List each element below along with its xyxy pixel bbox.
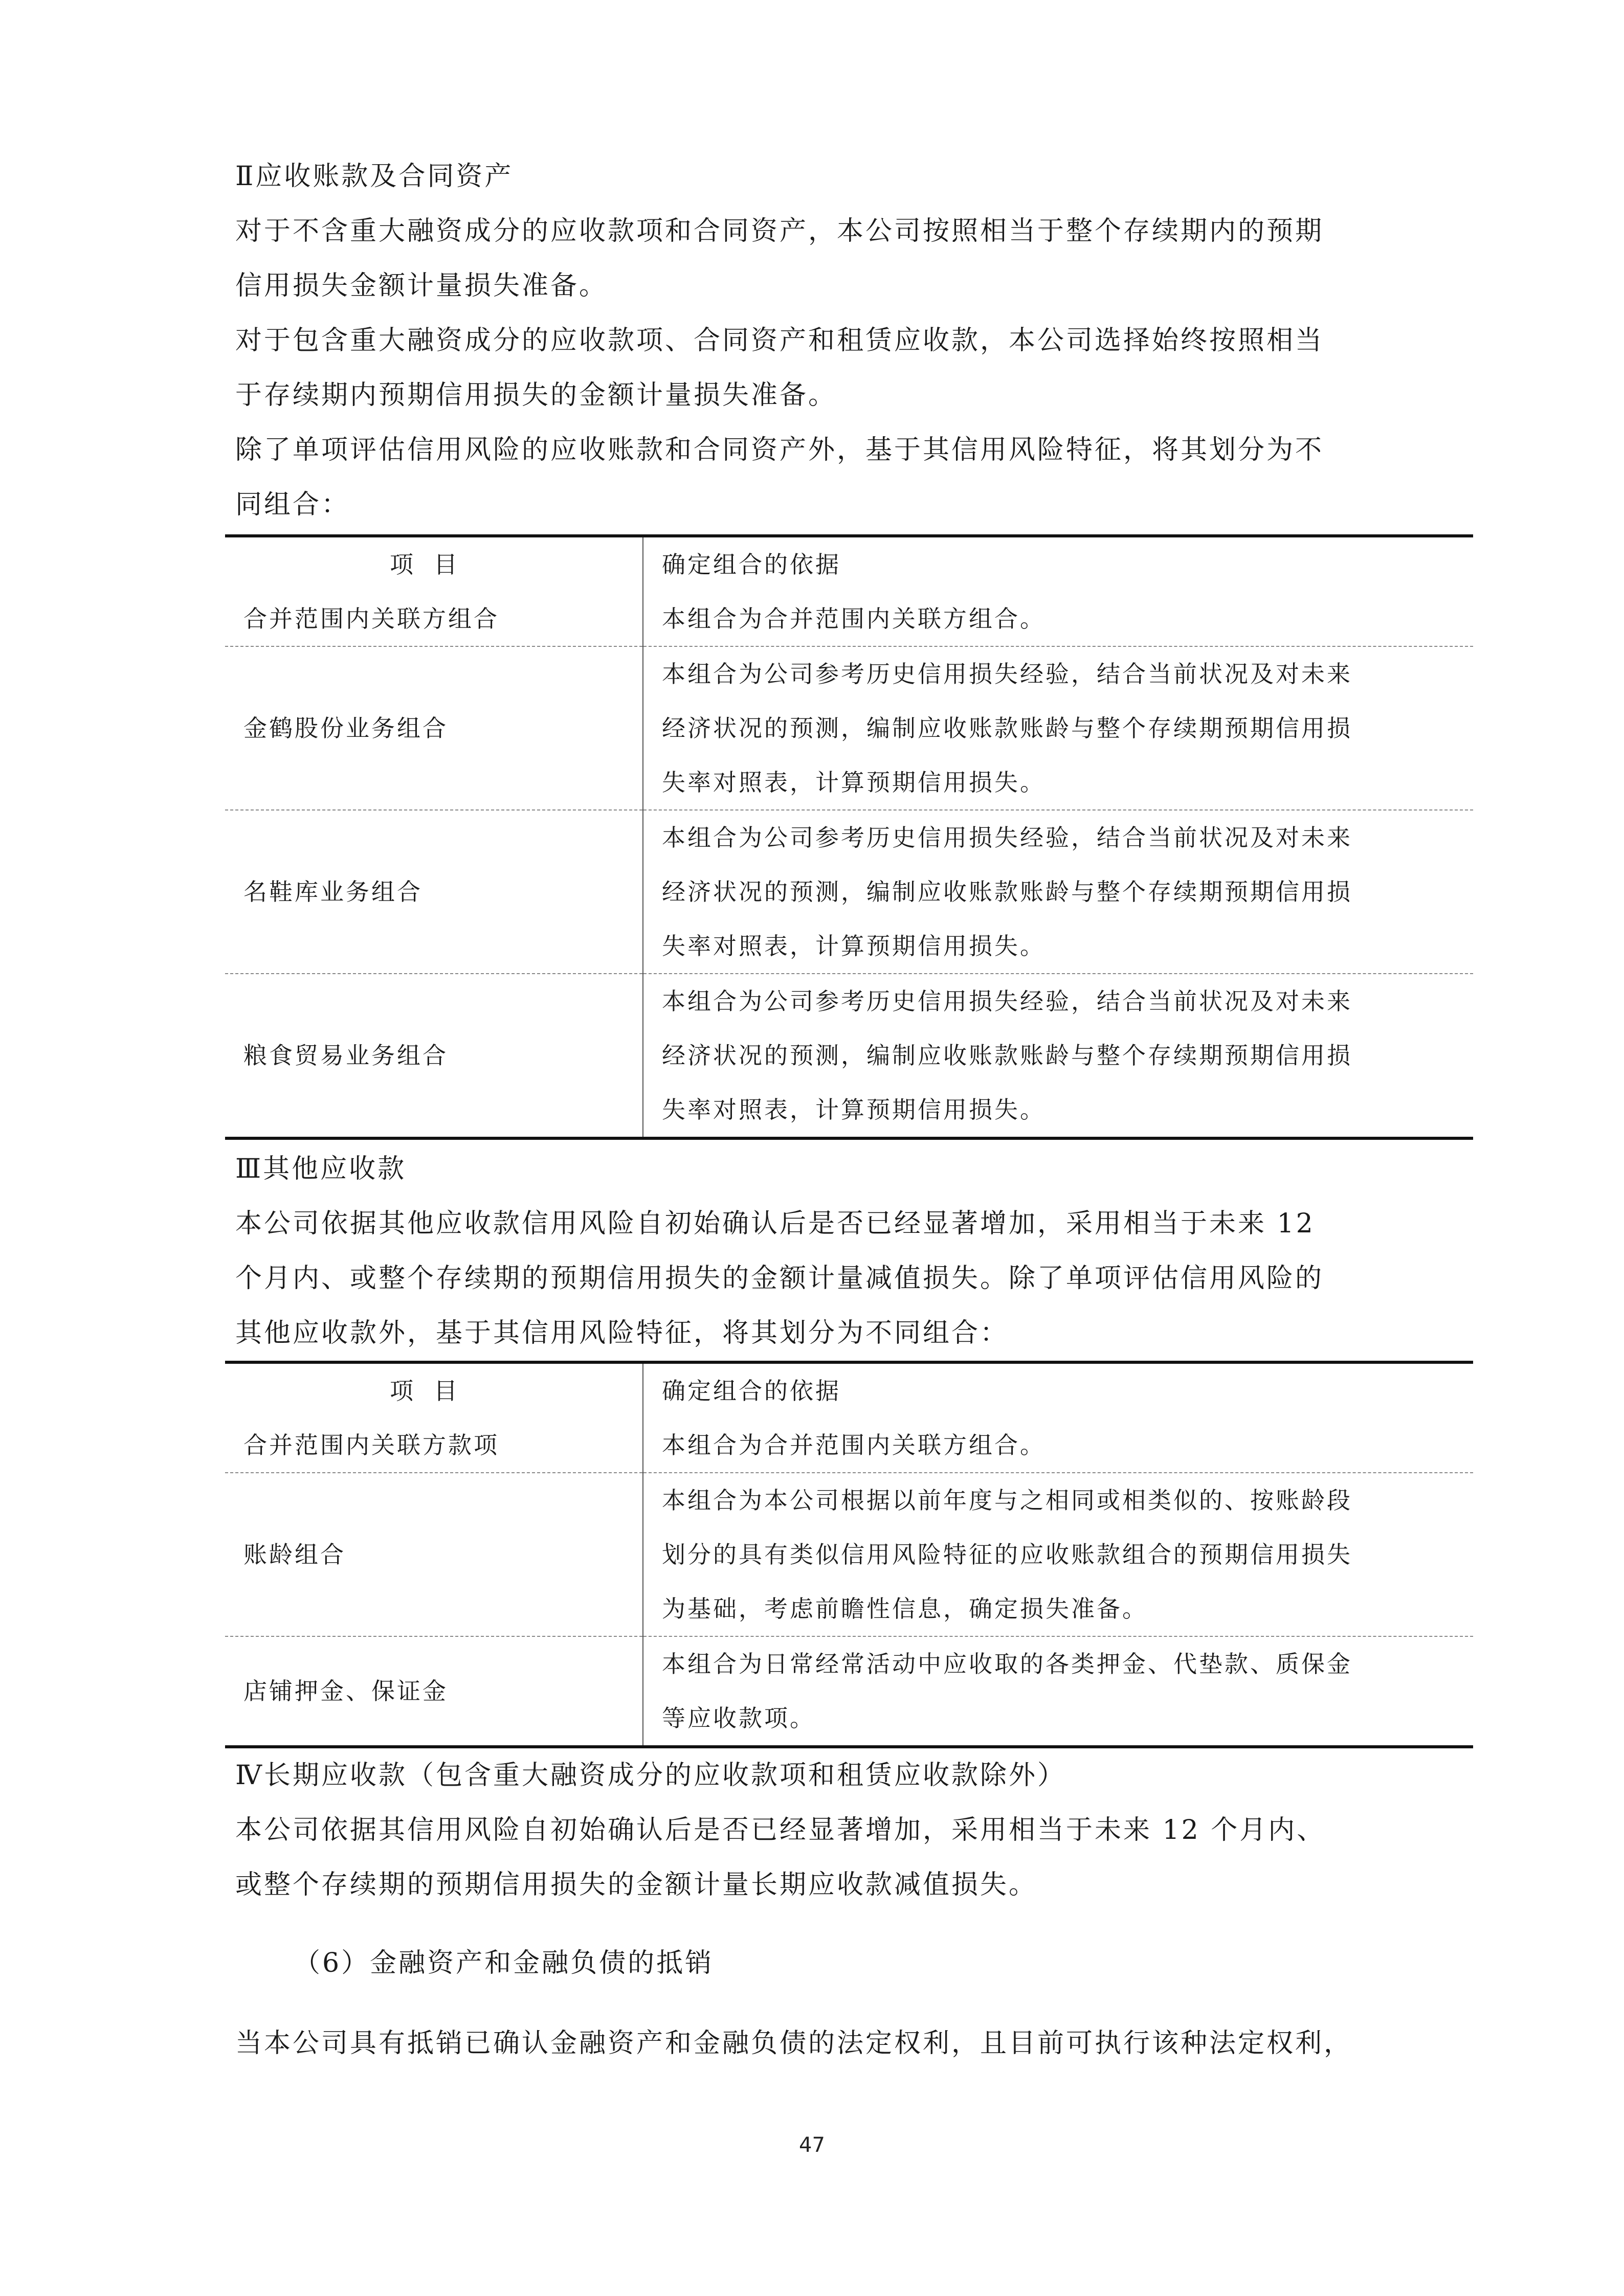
paragraph-line: 对于包含重大融资成分的应收款项、合同资产和租赁应收款，本公司选择始终按照相当 — [235, 325, 1324, 356]
basis-line: 经济状况的预测，编制应收账款账龄与整个存续期预期信用损 — [662, 714, 1352, 742]
page-content — [235, 149, 1473, 2071]
paragraph-line: 当本公司具有抵销已确认金融资产和金融负债的法定权利，且目前可执行该种法定权利， — [235, 2028, 1353, 2059]
paragraph-line: 于存续期内预期信用损失的金额计量损失准备。 — [235, 380, 837, 411]
paragraph-line: 个月内、或整个存续期的预期信用损失的金额计量减值损失。除了单项评估信用风险的 — [235, 1263, 1324, 1294]
column-header-basis: 确定组合的依据 — [662, 551, 841, 578]
basis-line: 经济状况的预测，编制应收账款账龄与整个存续期预期信用损 — [662, 1042, 1352, 1069]
basis-line: 本组合为公司参考历史信用损失经验，结合当前状况及对未来 — [662, 824, 1352, 851]
table-row — [225, 810, 1473, 974]
basis-line: 失率对照表，计算预期信用损失。 — [662, 1096, 1045, 1123]
paragraph-line: 同组合： — [235, 489, 350, 520]
basis-line: 失率对照表，计算预期信用损失。 — [662, 932, 1045, 960]
page-number: 47 — [799, 2133, 825, 2157]
basis-line: 本组合为合并范围内关联方组合。 — [662, 605, 1045, 633]
basis-line: 为基础，考虑前瞻性信息，确定损失准备。 — [662, 1595, 1148, 1623]
row-basis-cell — [643, 646, 1473, 810]
row-basis-cell — [643, 592, 1473, 646]
basis-line: 本组合为公司参考历史信用损失经验，结合当前状况及对未来 — [662, 987, 1352, 1015]
basis-line: 等应收款项。 — [662, 1704, 815, 1732]
row-basis-cell — [643, 810, 1473, 974]
row-item-cell: 金鹤股份业务组合 — [225, 646, 643, 810]
table-row — [225, 974, 1473, 1138]
row-basis-cell — [643, 974, 1473, 1138]
row-basis-cell — [643, 1473, 1473, 1636]
basis-line: 本组合为公司参考历史信用损失经验，结合当前状况及对未来 — [662, 660, 1352, 688]
table-row — [225, 1636, 1473, 1747]
paragraph-line: 本公司依据其他应收款信用风险自初始确认后是否已经显著增加，采用相当于未来 12 — [235, 1208, 1315, 1239]
section-heading-long-term-receivables: Ⅳ长期应收款（包含重大融资成分的应收款项和租赁应收款除外） — [235, 1760, 1066, 1791]
table-row — [225, 646, 1473, 810]
basis-line: 本组合为合并范围内关联方组合。 — [662, 1431, 1045, 1459]
row-item-cell: 合并范围内关联方款项 — [225, 1418, 643, 1473]
paragraph-line: 本公司依据其信用风险自初始确认后是否已经显著增加，采用相当于未来 12 个月内、 — [235, 1815, 1326, 1845]
basis-line: 失率对照表，计算预期信用损失。 — [662, 769, 1045, 796]
row-item-cell: 账龄组合 — [225, 1473, 643, 1636]
row-item-cell: 店铺押金、保证金 — [225, 1636, 643, 1747]
table-row — [225, 1418, 1473, 1473]
basis-line: 划分的具有类似信用风险特征的应收账款组合的预期信用损失 — [662, 1541, 1352, 1568]
paragraph-line: 对于不含重大融资成分的应收款项和合同资产，本公司按照相当于整个存续期内的预期 — [235, 216, 1324, 246]
row-item-cell: 粮食贸易业务组合 — [225, 974, 643, 1138]
section-heading-other-receivables: Ⅲ其他应收款 — [235, 1154, 407, 1184]
table-row — [225, 1473, 1473, 1636]
section-heading-offsetting: （6）金融资产和金融负债的抵销 — [294, 1948, 714, 1978]
basis-line: 经济状况的预测，编制应收账款账龄与整个存续期预期信用损 — [662, 878, 1352, 906]
row-basis-cell — [643, 1418, 1473, 1473]
paragraph-line: 信用损失金额计量损失准备。 — [235, 271, 608, 301]
section-heading-receivables: Ⅱ应收账款及合同资产 — [235, 161, 514, 192]
table-header-row — [225, 1362, 1473, 1418]
other-receivables-combination-table — [225, 1361, 1473, 1748]
column-header-item: 项目 — [225, 536, 643, 592]
row-item-cell: 合并范围内关联方组合 — [225, 592, 643, 646]
receivables-combination-table — [225, 534, 1473, 1140]
basis-line: 本组合为日常经常活动中应收取的各类押金、代垫款、质保金 — [662, 1650, 1352, 1678]
column-header-basis: 确定组合的依据 — [662, 1377, 841, 1405]
row-basis-cell — [643, 1636, 1473, 1747]
table-row — [225, 592, 1473, 646]
paragraph-line: 其他应收款外，基于其信用风险特征，将其划分为不同组合： — [235, 1318, 1009, 1348]
paragraph-line: 除了单项评估信用风险的应收账款和合同资产外，基于其信用风险特征，将其划分为不 — [235, 435, 1324, 465]
column-header-item: 项目 — [225, 1362, 643, 1418]
basis-line: 本组合为本公司根据以前年度与之相同或相类似的、按账龄段 — [662, 1487, 1352, 1514]
row-item-cell: 名鞋库业务组合 — [225, 810, 643, 974]
table-header-row — [225, 536, 1473, 592]
paragraph-line: 或整个存续期的预期信用损失的金额计量长期应收款减值损失。 — [235, 1870, 1038, 1900]
